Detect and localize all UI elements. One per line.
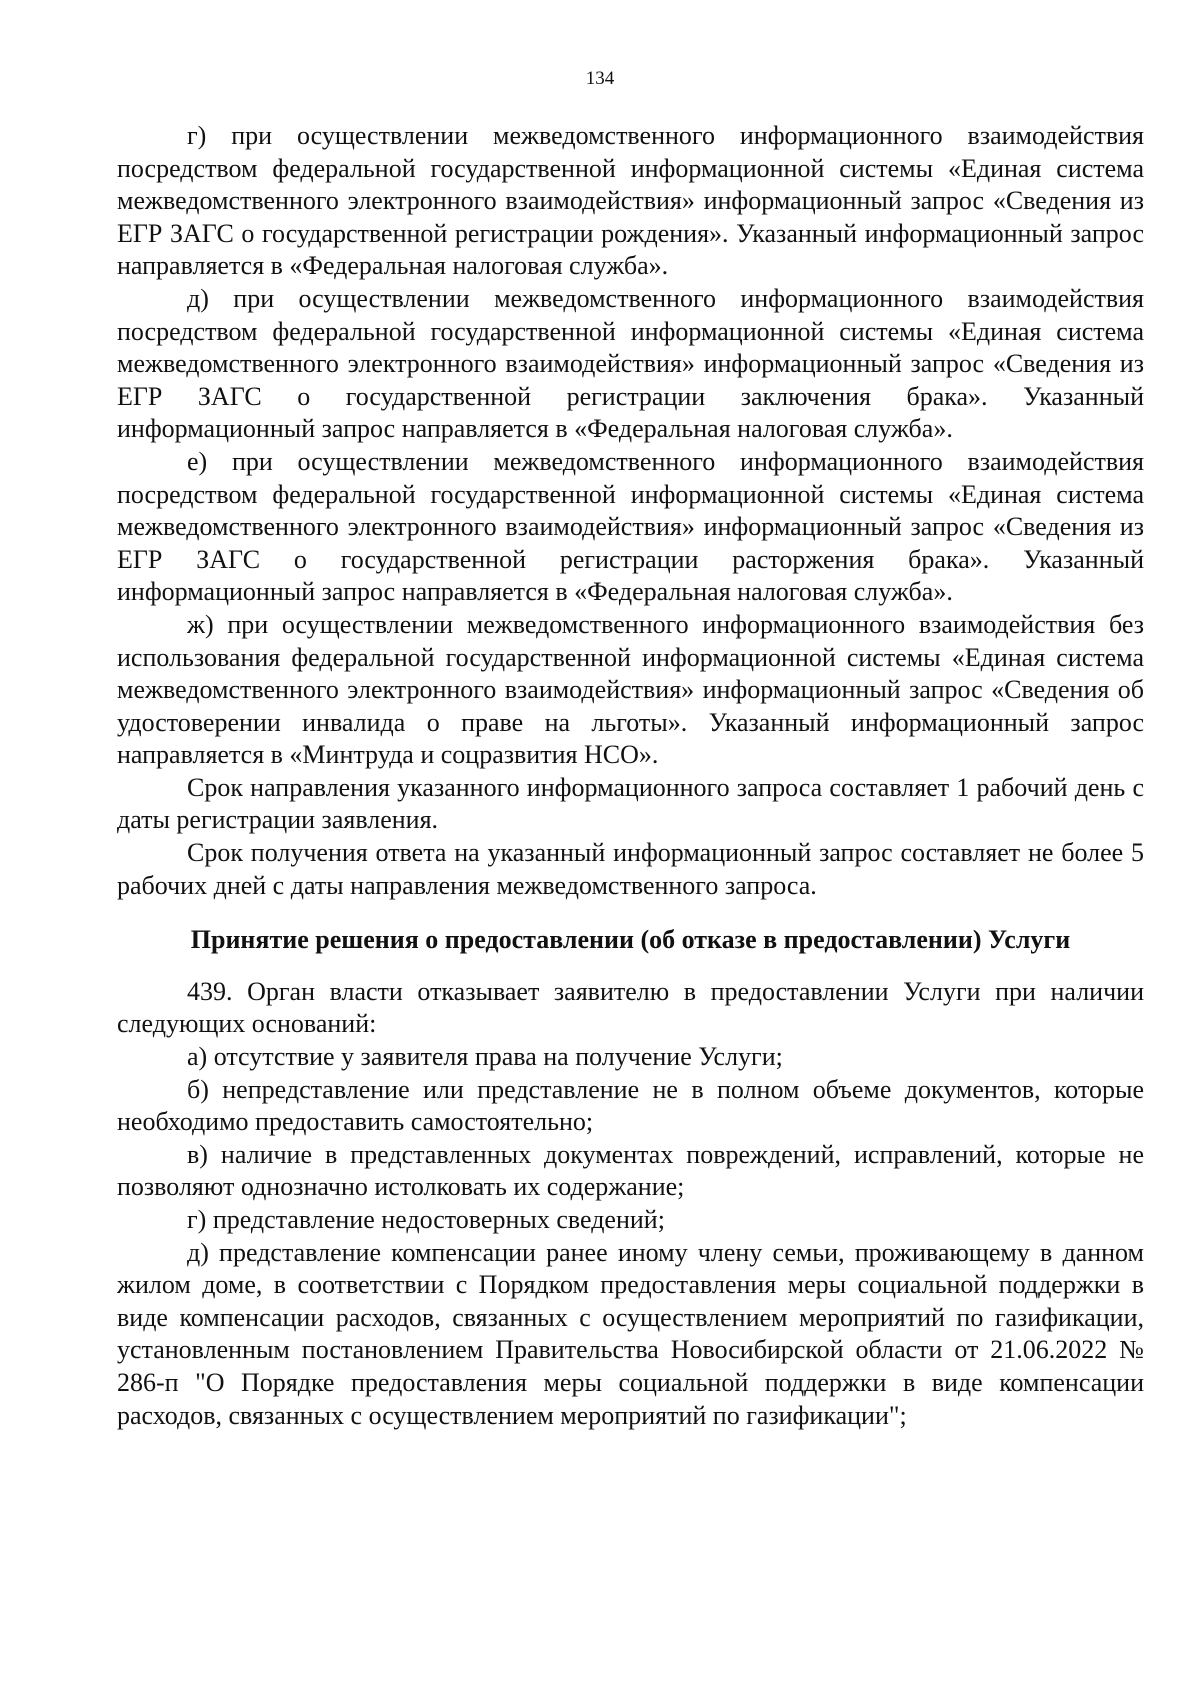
paragraph-response-deadline: Срок получения ответа на указанный информационный запрос составляет не более 5 рабочих дней с даты направления межведомственного запроса.: [117, 838, 1144, 900]
list-item-b: б) непредставление или представление не в полном объеме документов, которые необходимо предоставить самостоятельно;: [117, 1074, 1144, 1137]
paragraph-d: д) при осуществлении межведомственного информационного взаимодействия посредством федеральной государственной информационной системы «Единая система межведомственного электронного взаимодействия» информационный запрос «Сведения из ЕГР ЗАГС о государственной регистрации заключения брака». Указанный информационный запрос направляется в «Федеральная налоговая служба».: [117, 283, 1144, 444]
paragraph-request-deadline: Срок направления указанного информационного запроса составляет 1 рабочий день с даты регистрации заявления.: [117, 772, 1144, 835]
document-body: [117, 120, 1144, 1432]
section-heading: Принятие решения о предоставлении (об отказе в предоставлении) Услуги: [190, 925, 1071, 955]
paragraph-e: е) при осуществлении межведомственного информационного взаимодействия посредством федеральной государственной информационной системы «Единая система межведомственного электронного взаимодействия» информационный запрос «Сведения из ЕГР ЗАГС о государственной регистрации расторжения брака». Указанный информационный запрос направляется в «Федеральная налоговая служба».: [117, 446, 1144, 607]
list-item-v: в) наличие в представленных документах повреждений, исправлений, которые не позволяют однозначно истолковать их содержание;: [117, 1139, 1144, 1202]
list-item-a: а) отсутствие у заявителя права на получение Услуги;: [187, 1042, 783, 1072]
list-item-g: г) представление недостоверных сведений;: [187, 1205, 665, 1234]
list-item-d: д) представление компенсации ранее иному члену семьи, проживающему в данном жилом доме, в соответствии с Порядком предоставления меры социальной поддержки в виде компенсации расходов, связанных с осуществлением мероприятий по газификации, установленным постановлением Правительства Новосибирской области от 21.06.2022 № 286-п "О Порядке предоставления меры социальной поддержки в виде компенсации расходов, связанных с осуществлением мероприятий по газификации";: [117, 1237, 1144, 1430]
paragraph-g: г) при осуществлении межведомственного информационного взаимодействия посредством федеральной государственной информационной системы «Единая система межведомственного электронного взаимодействия» информационный запрос «Сведения из ЕГР ЗАГС о государственной регистрации рождения». Указанный информационный запрос направляется в «Федеральная налоговая служба».: [117, 121, 1144, 281]
paragraph-439: 439. Орган власти отказывает заявителю в предоставлении Услуги при наличии следующих оснований:: [117, 976, 1144, 1039]
page-number: 134: [585, 68, 615, 89]
paragraph-zh: ж) при осуществлении межведомственного информационного взаимодействия без использования федеральной государственной информационной системы «Единая система межведомственного электронного взаимодействия» информационный запрос «Сведения об удостоверении инвалида о праве на льготы». Указанный информационный запрос направляется в «Минтруда и соцразвития НСО».: [117, 609, 1144, 770]
